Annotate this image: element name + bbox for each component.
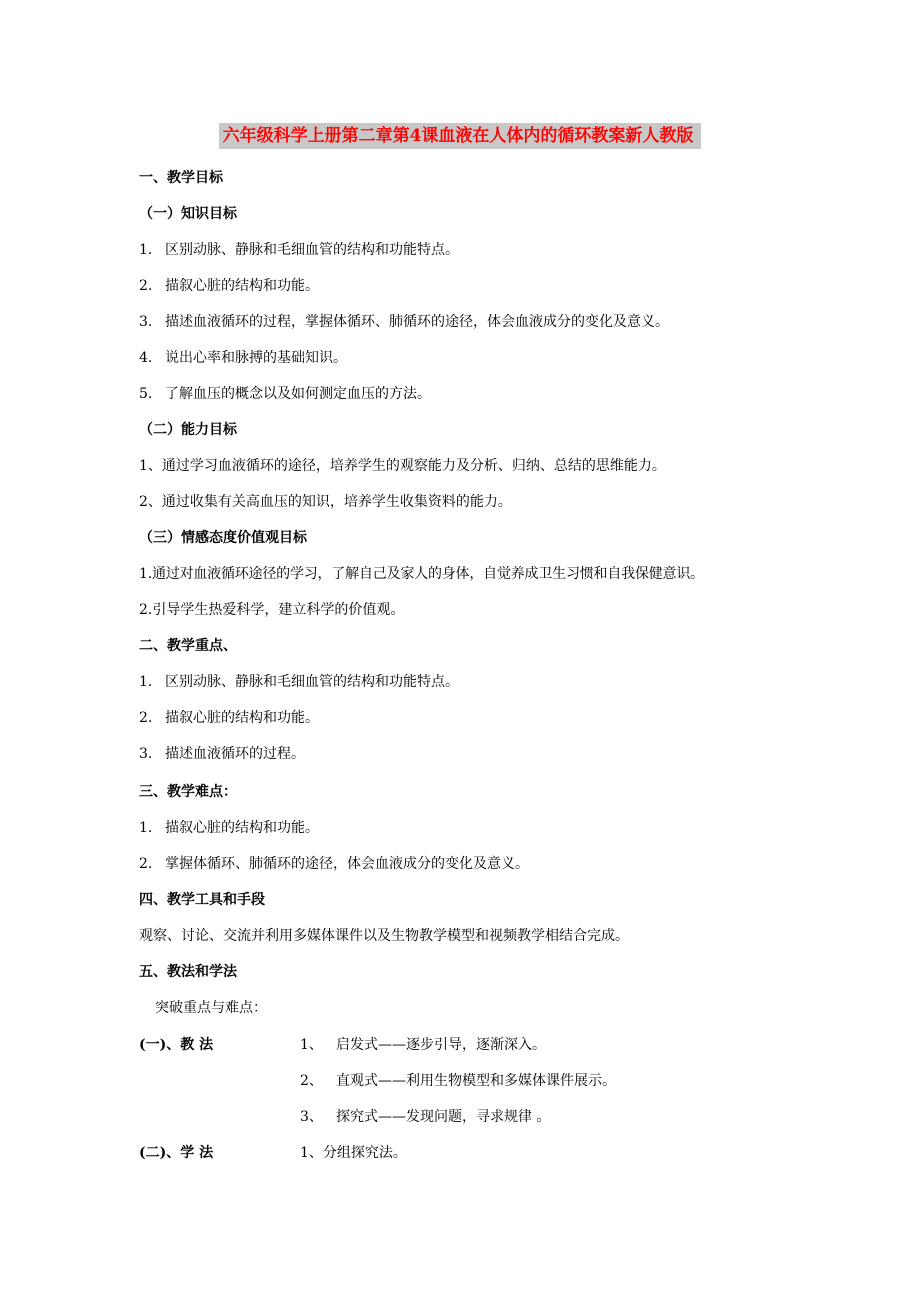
- section-5-heading: 五、教法和学法: [139, 964, 237, 980]
- section-1-sub3-heading: （三）情感态度价值观目标: [139, 530, 307, 546]
- list-item: [139, 818, 319, 838]
- item-text: 区别动脉、静脉和毛细血管的结构和功能特点。: [165, 242, 459, 258]
- list-item: [139, 744, 305, 764]
- section-1-sub1-heading: （一）知识目标: [139, 206, 237, 222]
- item-text: 了解血压的概念以及如何测定血压的方法。: [165, 386, 431, 402]
- item-text: 掌握体循环、肺循环的途径，体会血液成分的变化及意义。: [165, 856, 529, 872]
- document-title-text: 六年级科学上册第二章第4课血液在人体内的循环教案新人教版: [219, 123, 702, 149]
- list-item: [139, 348, 347, 368]
- document-title: [0, 123, 920, 149]
- item-number: 4.: [139, 350, 153, 366]
- teaching-method-label: (一)、教 法: [139, 1037, 214, 1053]
- item-number: 3、: [300, 1109, 323, 1125]
- list-item: [139, 276, 319, 296]
- section-4-heading: 四、教学工具和手段: [139, 892, 265, 908]
- item-number: 2、: [300, 1073, 323, 1089]
- section-1-sub2-heading: （二）能力目标: [139, 422, 237, 438]
- item-text: 探究式——发现问题，寻求规律 。: [336, 1109, 551, 1125]
- list-item: [139, 312, 669, 332]
- item-number: 3.: [139, 746, 153, 762]
- item-number: 1.: [139, 820, 153, 836]
- list-item: 1、分组探究法。: [300, 1145, 407, 1161]
- item-number: 1.: [139, 242, 153, 258]
- item-number: 5.: [139, 386, 153, 402]
- list-item: [139, 708, 319, 728]
- section-1-heading: 一、教学目标: [139, 170, 223, 186]
- section-2-heading: 二、教学重点、: [139, 638, 237, 654]
- item-text: 描述血液循环的过程，掌握体循环、肺循环的途径，体会血液成分的变化及意义。: [165, 314, 669, 330]
- list-item: [139, 384, 431, 404]
- list-item: [139, 854, 529, 874]
- list-item: 2、通过收集有关高血压的知识，培养学生收集资料的能力。: [139, 494, 512, 510]
- item-number: 1.: [139, 674, 153, 690]
- list-item: [300, 1107, 550, 1127]
- item-number: 2.: [139, 710, 153, 726]
- item-text: 描叙心脏的结构和功能。: [165, 710, 319, 726]
- item-number: 2.: [139, 856, 153, 872]
- list-item: [300, 1071, 616, 1091]
- item-number: 1、: [300, 1037, 323, 1053]
- list-item: 2.引导学生热爱科学，建立科学的价值观。: [139, 602, 405, 618]
- item-text: 启发式——逐步引导，逐渐深入。: [336, 1037, 546, 1053]
- item-number: 2.: [139, 278, 153, 294]
- item-number: 3.: [139, 314, 153, 330]
- section-5-intro: 突破重点与难点：: [155, 1000, 267, 1016]
- item-text: 区别动脉、静脉和毛细血管的结构和功能特点。: [165, 674, 459, 690]
- list-item: [139, 240, 459, 260]
- section-4-text: 观察、讨论、交流并利用多媒体课件以及生物教学模型和视频教学相结合完成。: [139, 928, 629, 944]
- item-text: 描叙心脏的结构和功能。: [165, 278, 319, 294]
- item-text: 直观式——利用生物模型和多媒体课件展示。: [336, 1073, 616, 1089]
- list-item: [139, 672, 459, 692]
- item-text: 描叙心脏的结构和功能。: [165, 820, 319, 836]
- list-item: 1.通过对血液循环途径的学习，了解自己及家人的身体，自觉养成卫生习惯和自我保健意识。: [139, 566, 704, 582]
- item-text: 说出心率和脉搏的基础知识。: [165, 350, 347, 366]
- item-text: 描述血液循环的过程。: [165, 746, 305, 762]
- list-item: [300, 1035, 546, 1055]
- section-3-heading: 三、教学难点：: [139, 784, 237, 800]
- learning-method-label: (二)、学 法: [139, 1145, 214, 1161]
- list-item: 1、通过学习血液循环的途径，培养学生的观察能力及分析、归纳、总结的思维能力。: [139, 458, 666, 474]
